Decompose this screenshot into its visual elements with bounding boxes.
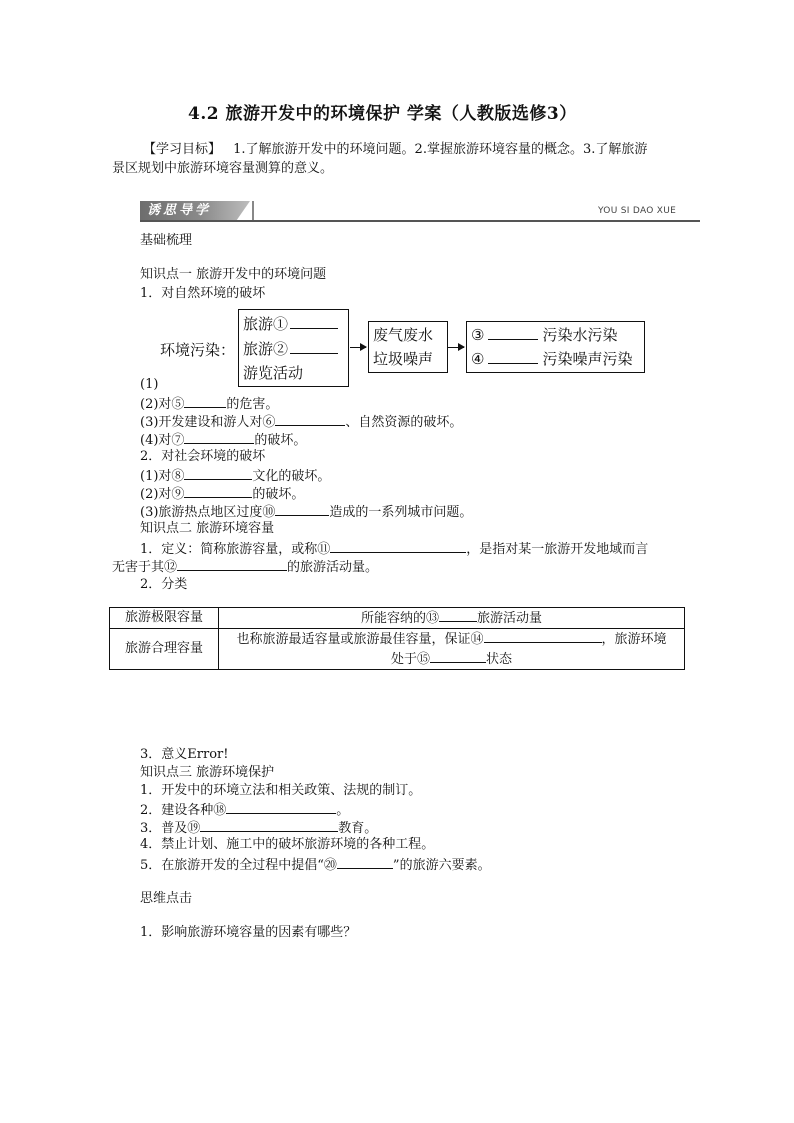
section-banner-divider bbox=[252, 201, 254, 221]
diagram-pollutant-1: 废气废水 bbox=[373, 326, 434, 344]
kp1-item-5: (1)对⑧ 文化的破坏。 bbox=[140, 466, 330, 486]
diagram-source-1: 旅游① bbox=[243, 313, 338, 335]
page-title: 4.2 旅游开发中的环境保护 学案（人教版选修3） bbox=[188, 104, 577, 124]
arrow-right-icon bbox=[448, 347, 464, 348]
arrow-right-icon bbox=[350, 347, 366, 348]
diagram-label: 环境污染： bbox=[160, 341, 236, 359]
kp1-item-7: (3)旅游热点地区过度⑩ 造成的一系列城市问题。 bbox=[140, 502, 472, 522]
objectives-text-1: 1.了解旅游开发中的环境问题。2.掌握旅游环境容量的概念。3.了解旅游 bbox=[233, 142, 648, 157]
kp1-sub1: 1．对自然环境的破坏 bbox=[140, 286, 266, 301]
diagram-box-sources bbox=[238, 309, 349, 387]
kp3-line-2: 2．建设各种⑱ 。 bbox=[140, 800, 349, 820]
basic-heading: 基础梳理 bbox=[140, 233, 193, 248]
diagram-pollutant-2: 垃圾噪声 bbox=[373, 350, 434, 368]
kp3-line-4: 4．禁止计划、施工中的破坏旅游环境的各种工程。 bbox=[140, 837, 435, 852]
table-row bbox=[110, 629, 685, 670]
kp1-heading: 知识点一 旅游开发中的环境问题 bbox=[140, 267, 327, 282]
diagram-result-2: ④ 污染噪声污染 bbox=[471, 350, 633, 368]
capacity-table bbox=[109, 607, 685, 670]
kp2-sub2: 2．分类 bbox=[140, 577, 188, 592]
diagram-source-3: 游览活动 bbox=[243, 364, 304, 382]
diagram-result-1: ③ 污染水污染 bbox=[471, 326, 618, 344]
kp1-item-6: (2)对⑨ 的破坏。 bbox=[140, 484, 304, 504]
kp2-meaning: 3．意义Error! bbox=[140, 747, 229, 762]
diagram-box-results bbox=[466, 321, 645, 373]
kp2-definition-1: 1．定义：简称旅游容量，或称⑪ ，是指对某一旅游开发地域而言 bbox=[140, 539, 648, 559]
kp3-line-1: 1．开发中的环境立法和相关政策、法规的制订。 bbox=[140, 783, 422, 798]
table-cell-value: 也称旅游最适容量或旅游最佳容量，保证⑭ ，旅游环境 处于⑮ 状态 bbox=[219, 629, 685, 670]
think-heading: 思维点击 bbox=[140, 891, 193, 906]
section-banner-label: 诱思导学 bbox=[147, 203, 212, 218]
kp2-definition-2: 无害于其⑫ 的旅游活动量。 bbox=[112, 557, 378, 577]
kp1-sub2: 2．对社会环境的破坏 bbox=[140, 449, 266, 464]
table-cell-value: 所能容纳的⑬ 旅游活动量 bbox=[219, 608, 685, 629]
objectives-label: 【学习目标】 bbox=[143, 142, 222, 157]
table-row bbox=[110, 608, 685, 629]
section-banner-pinyin: YOU SI DAO XUE bbox=[598, 206, 677, 216]
kp3-line-3: 3．普及⑲ 教育。 bbox=[140, 818, 377, 838]
objectives-text-2: 景区规划中旅游环境容量测算的意义。 bbox=[112, 161, 334, 176]
kp2-heading: 知识点二 旅游环境容量 bbox=[140, 521, 275, 536]
section-banner-rule bbox=[140, 220, 700, 222]
kp3-heading: 知识点三 旅游环境保护 bbox=[140, 765, 275, 780]
diagram-box-pollutants bbox=[368, 321, 448, 373]
diagram-source-2: 旅游② bbox=[243, 338, 338, 360]
kp1-item-2: (2)对⑤ 的危害。 bbox=[140, 394, 278, 414]
objectives-line-1 bbox=[143, 141, 647, 159]
table-cell-label: 旅游极限容量 bbox=[110, 608, 219, 629]
kp3-line-5: 5．在旅游开发的全过程中提倡“⑳ ”的旅游六要素。 bbox=[140, 855, 491, 875]
kp1-item-4: (4)对⑦ 的破坏。 bbox=[140, 430, 306, 450]
table-cell-label: 旅游合理容量 bbox=[110, 629, 219, 670]
kp1-item-1: (1) bbox=[140, 377, 159, 392]
kp1-item-3: (3)开发建设和游人对⑥ 、自然资源的破坏。 bbox=[140, 412, 462, 432]
question-1: 1．影响旅游环境容量的因素有哪些？ bbox=[140, 925, 357, 940]
